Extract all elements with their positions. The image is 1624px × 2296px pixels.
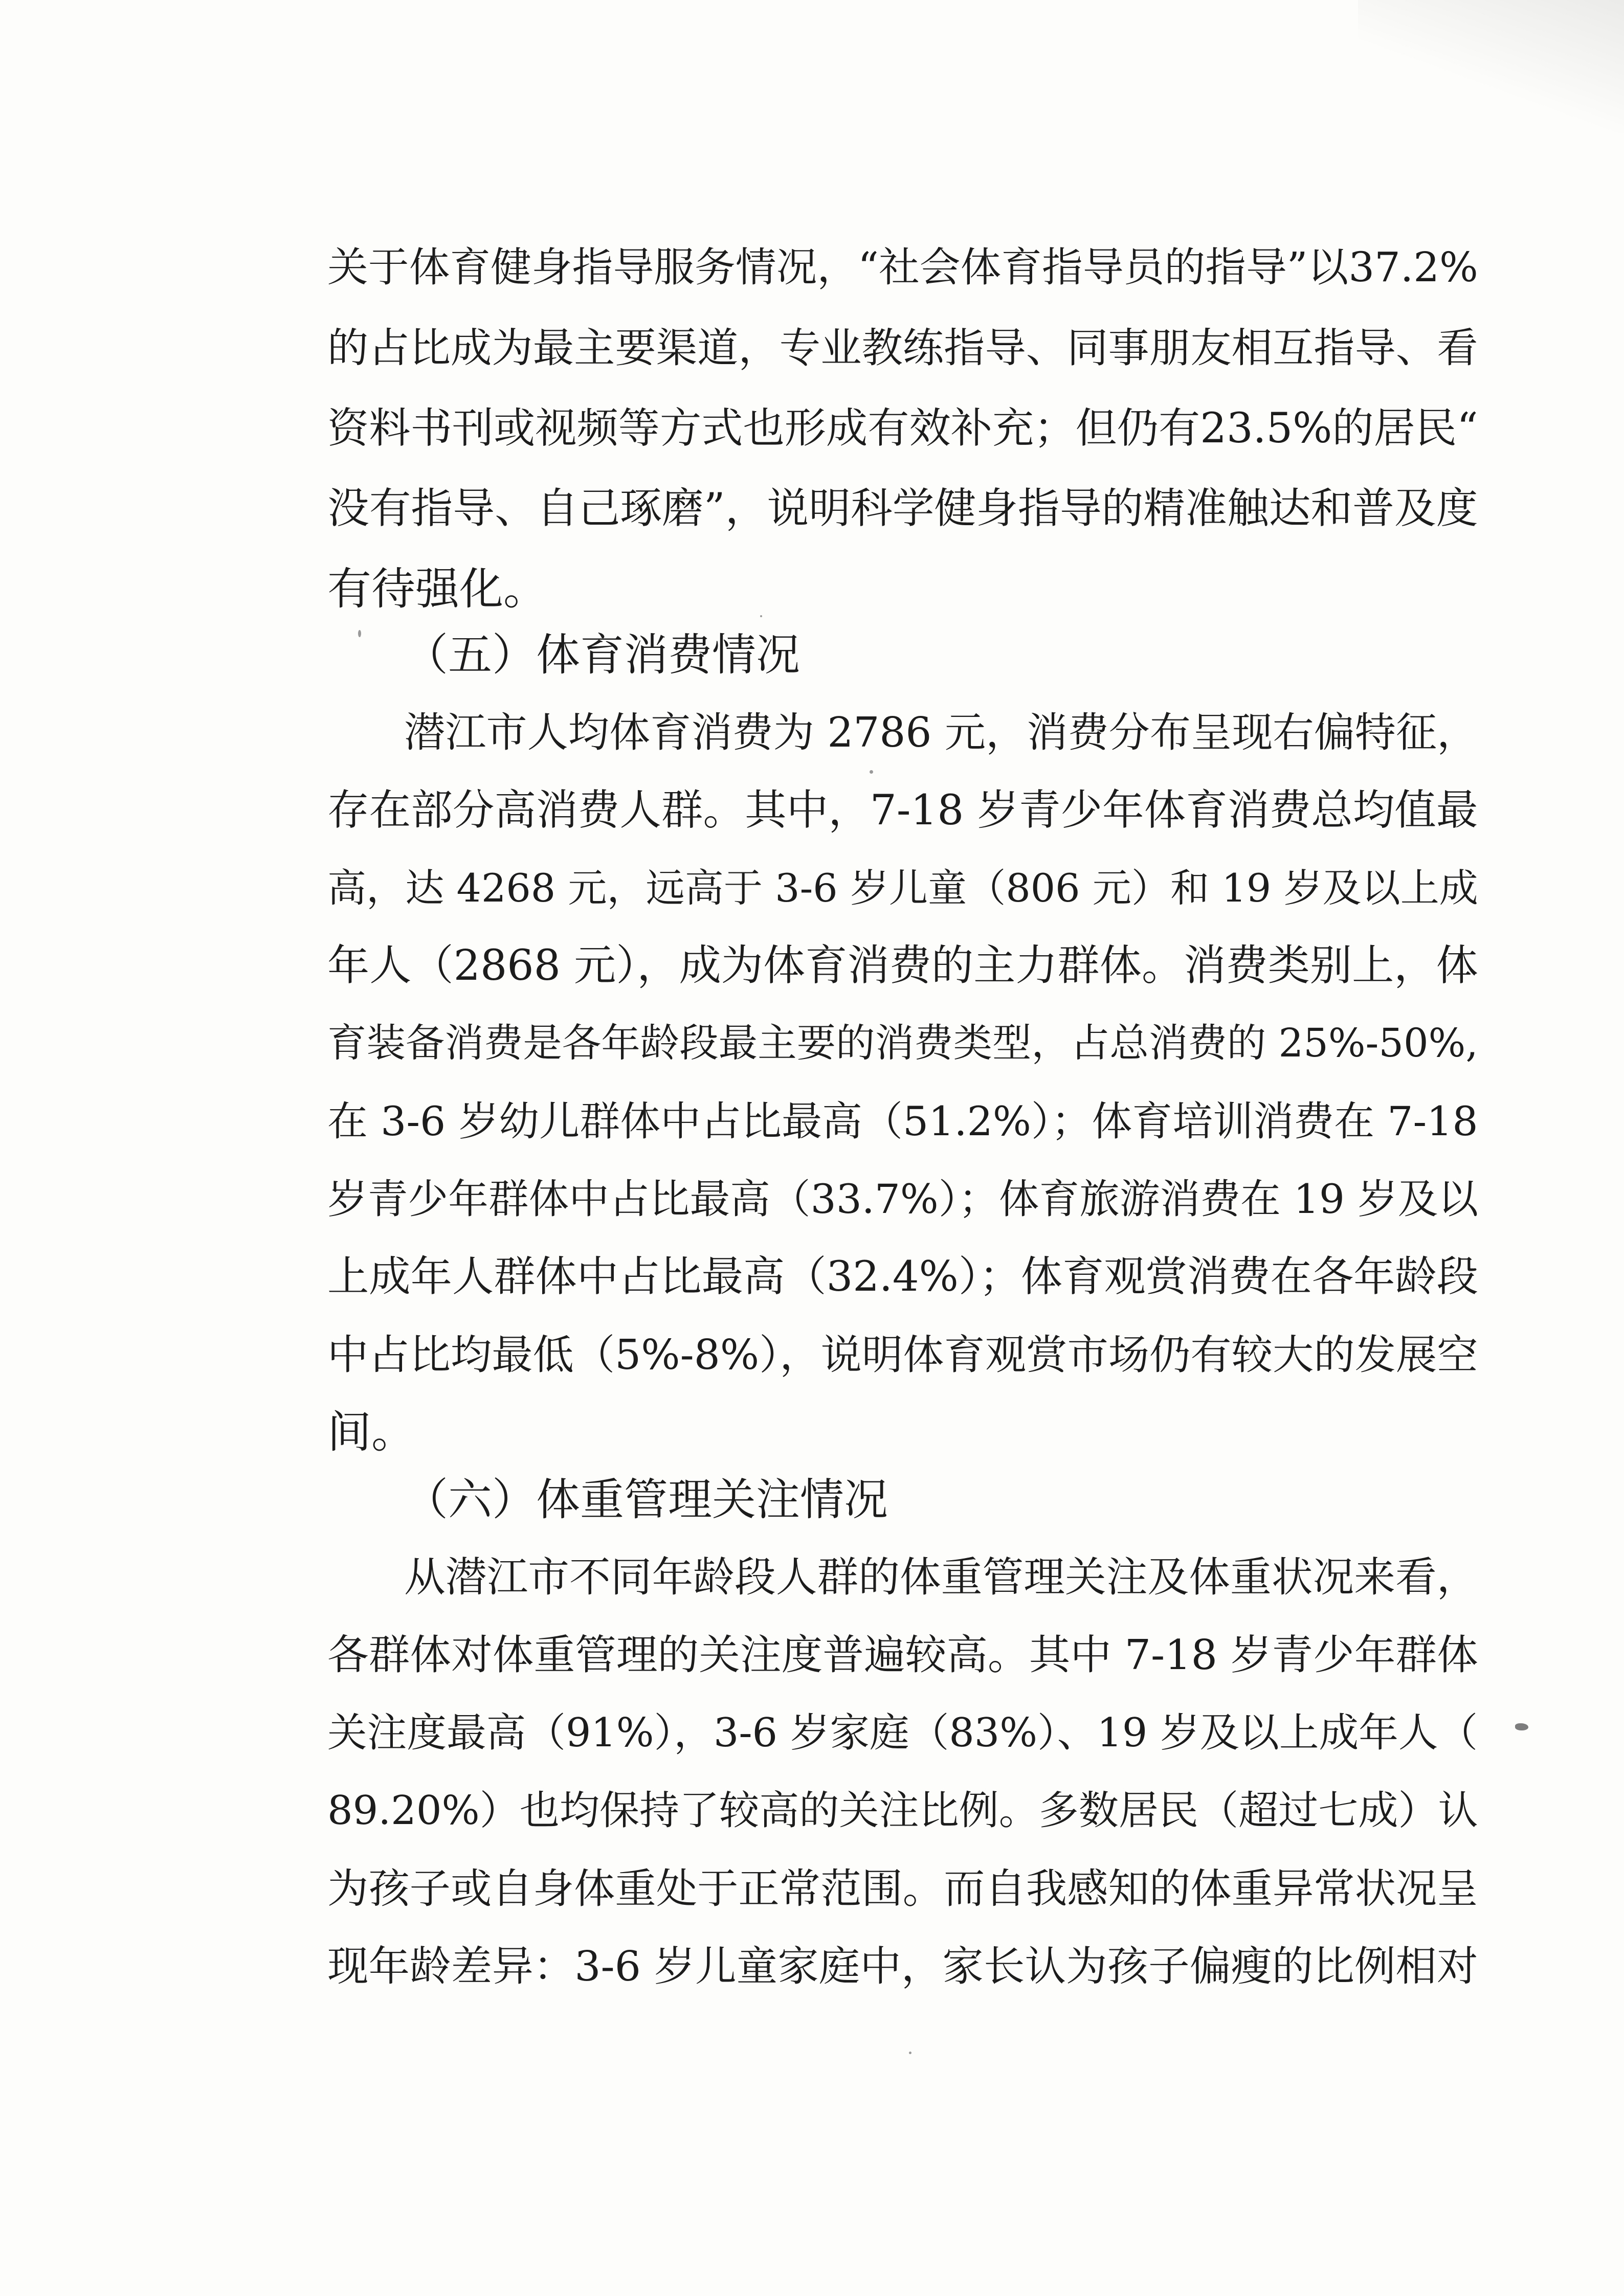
section-6-line-1: 从潜江市不同年龄段人群的体重管理关注及体重状况来看， bbox=[404, 1554, 1478, 1602]
section-6-line-2: 各群体对体重管理的关注度普遍较高。其中 7-18 岁青少年群体 bbox=[327, 1631, 1478, 1679]
section-6-line-3: 关注度最高（91%），3-6 岁家庭（83%）、19 岁及以上成年人（ bbox=[327, 1710, 1478, 1756]
section-5-line-9: 中占比均最低（5%-8%），说明体育观赏市场仍有较大的发展空 bbox=[327, 1331, 1478, 1379]
section-5-line-8: 上成年人群体中占比最高（32.4%）；体育观赏消费在各年龄段 bbox=[327, 1253, 1479, 1301]
scan-speck bbox=[1515, 1723, 1528, 1730]
section-6-line-6: 现年龄差异：3-6 岁儿童家庭中，家长认为孩子偏瘦的比例相对 bbox=[327, 1942, 1478, 1990]
scan-speck bbox=[909, 2052, 911, 2054]
section-5-line-1: 潜江市人均体育消费为 2786 元，消费分布呈现右偏特征， bbox=[404, 709, 1478, 756]
section-5-line-7: 岁青少年群体中占比最高（33.7%）；体育旅游消费在 19 岁及以 bbox=[327, 1176, 1479, 1223]
paragraph-1-line-5: 有待强化。 bbox=[327, 564, 547, 615]
paragraph-1-line-2: 的占比成为最主要渠道，专业教练指导、同事朋友相互指导、看 bbox=[327, 324, 1478, 372]
paragraph-1-line-1: 关于体育健身指导服务情况，“社会体育指导员的指导”以37.2% bbox=[327, 243, 1478, 291]
section-5-line-6: 在 3-6 岁幼儿群体中占比最高（51.2%）；体育培训消费在 7-18 bbox=[327, 1098, 1478, 1145]
section-5-line-3: 高，达 4268 元，远高于 3-6 岁儿童（806 元）和 19 岁及以上成 bbox=[327, 865, 1478, 911]
paragraph-1-line-3: 资料书刊或视频等方式也形成有效补充；但仍有23.5%的居民“ bbox=[327, 404, 1478, 453]
section-6-line-5: 为孩子或自身体重处于正常范围。而自我感知的体重异常状况呈 bbox=[327, 1864, 1478, 1912]
section-5-line-2: 存在部分高消费人群。其中，7-18 岁青少年体育消费总均值最 bbox=[327, 786, 1478, 835]
scan-speck bbox=[358, 630, 361, 637]
section-6-heading: （六）体重管理关注情况 bbox=[404, 1474, 888, 1525]
scan-speck bbox=[760, 615, 762, 617]
scan-corner-shading bbox=[1358, 0, 1624, 133]
section-6-line-4: 89.20%）也均保持了较高的关注比例。多数居民（超过七成）认 bbox=[327, 1788, 1478, 1834]
paragraph-1-line-4: 没有指导、自己琢磨”，说明科学健身指导的精准触达和普及度 bbox=[327, 484, 1478, 533]
scan-speck bbox=[870, 770, 873, 774]
section-5-line-5: 育装备消费是各年龄段最主要的消费类型，占总消费的 25%-50%, bbox=[327, 1021, 1478, 1066]
section-5-line-4: 年人（2868 元），成为体育消费的主力群体。消费类别上，体 bbox=[327, 941, 1478, 990]
section-5-heading: （五）体育消费情况 bbox=[404, 629, 800, 681]
section-5-line-10: 间。 bbox=[327, 1407, 415, 1458]
